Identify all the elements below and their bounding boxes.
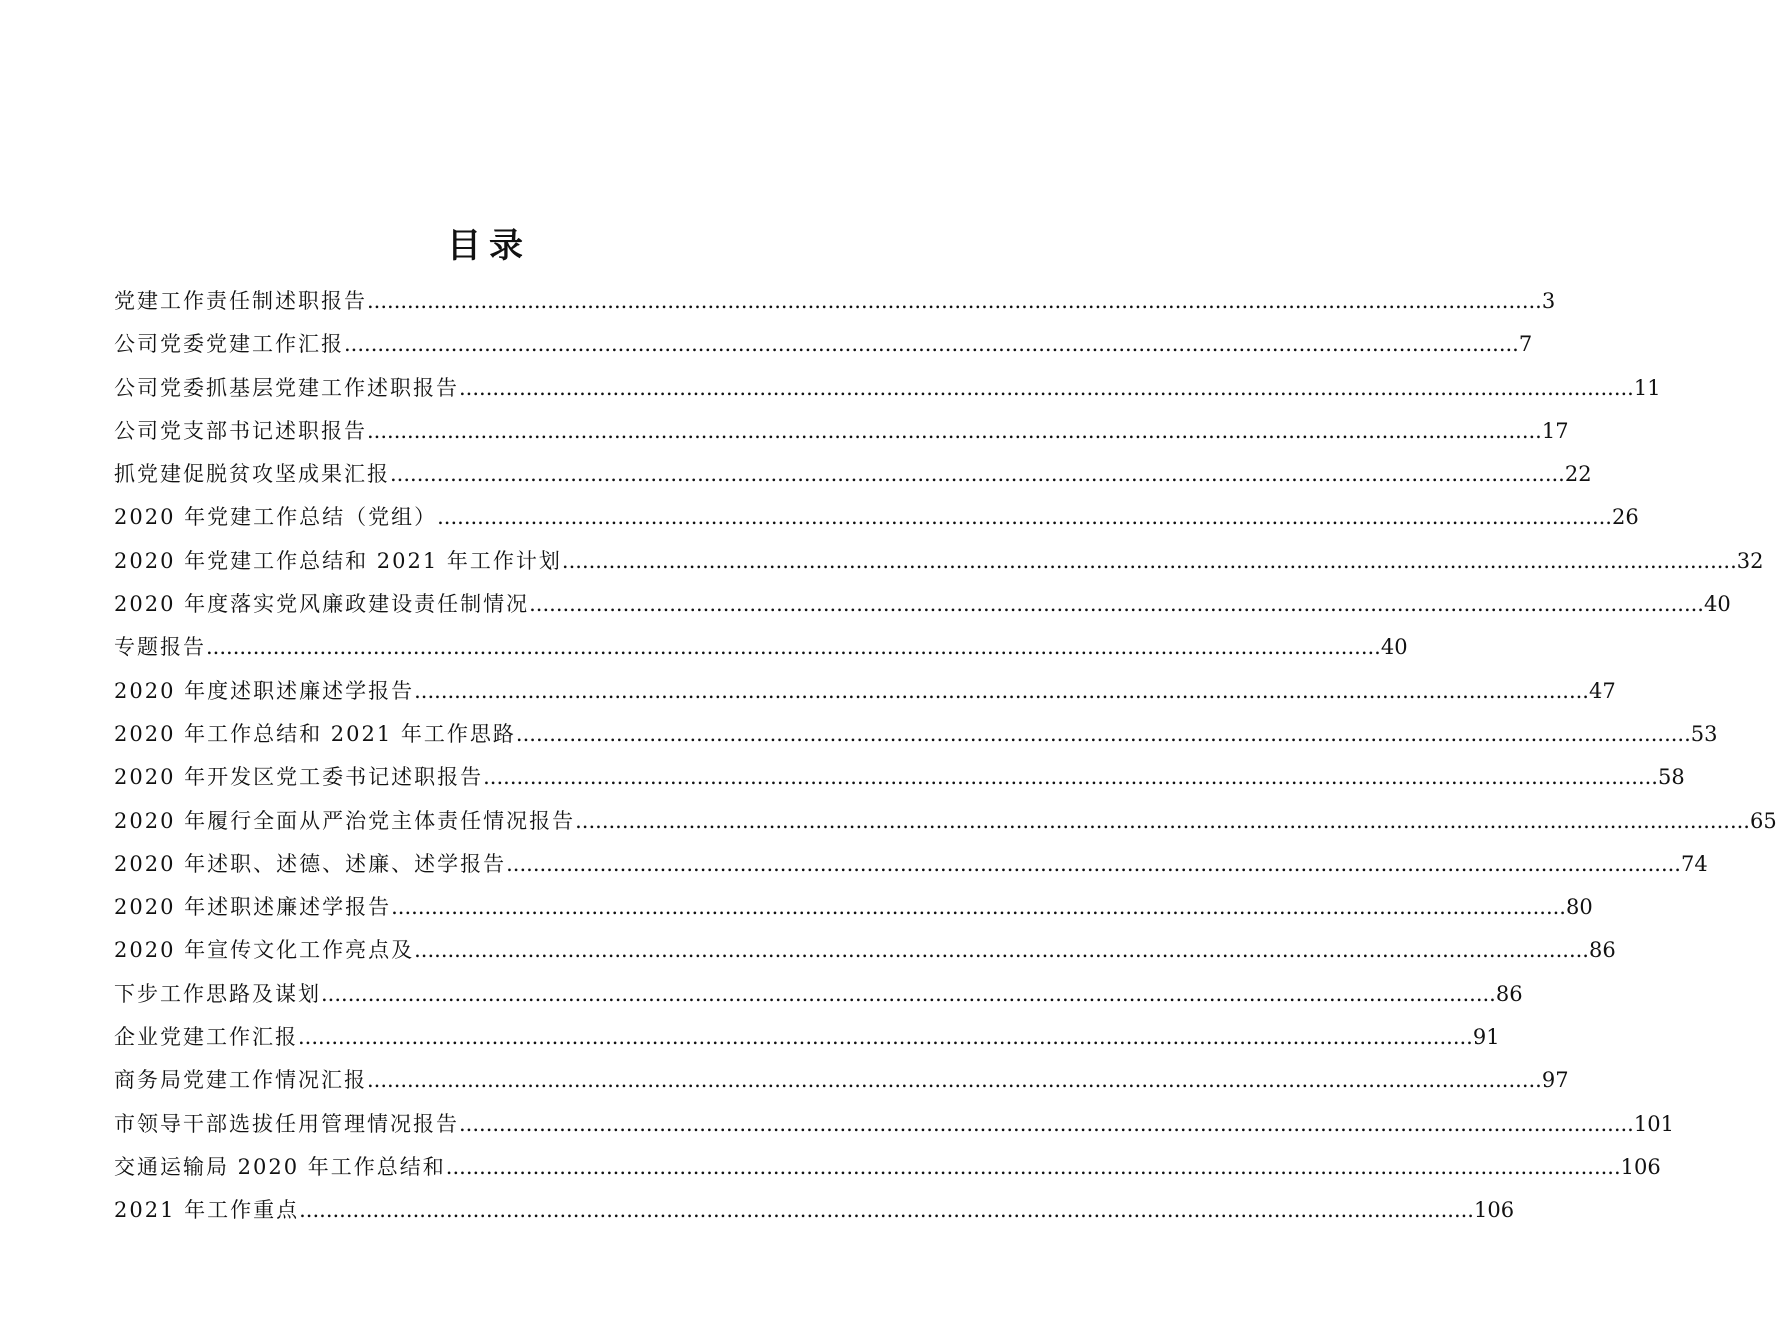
toc-dot-leader: ................................................................................................................................................................................ — [344, 332, 1519, 357]
toc-entry[interactable] — [114, 1146, 1661, 1189]
toc-entry[interactable] — [114, 626, 1408, 669]
toc-dot-leader: ................................................................................................................................................................................ — [299, 1198, 1474, 1223]
toc-page-number: 65 — [1749, 808, 1777, 833]
toc-entry-title: 市领导干部选拔任用管理情况报告 — [114, 1111, 459, 1136]
toc-entry-title: 抓党建促脱贫攻坚成果汇报 — [114, 462, 390, 487]
toc-entry-title: 2020 年党建工作总结（党组） — [114, 505, 438, 530]
toc-dot-leader: ................................................................................................................................................................................ — [506, 851, 1681, 876]
toc-dot-leader: ................................................................................................................................................................................ — [390, 462, 1565, 487]
toc-entry[interactable] — [114, 367, 1661, 410]
toc-page-number: 47 — [1588, 678, 1616, 703]
toc-entry[interactable] — [114, 886, 1593, 929]
toc-dot-leader: ................................................................................................................................................................................ — [483, 765, 1658, 790]
toc-entry[interactable] — [114, 843, 1708, 886]
toc-entry[interactable] — [114, 1103, 1674, 1146]
toc-dot-leader: ................................................................................................................................................................................ — [529, 592, 1704, 617]
toc-entry[interactable] — [114, 410, 1569, 453]
toc-dot-leader: ................................................................................................................................................................................ — [459, 375, 1634, 400]
toc-page-number: 106 — [1620, 1154, 1661, 1179]
toc-page-number: 22 — [1564, 462, 1592, 487]
toc-page-number: 101 — [1633, 1111, 1674, 1136]
toc-dot-leader: ................................................................................................................................................................................ — [391, 895, 1566, 920]
toc-dot-leader: ................................................................................................................................................................................ — [515, 721, 1691, 746]
toc-entry[interactable] — [114, 453, 1592, 496]
toc-page-number: 74 — [1680, 851, 1708, 876]
toc-entry-title: 2020 年工作总结和 2021 年工作思路 — [114, 721, 516, 746]
toc-entry[interactable] — [114, 756, 1685, 799]
toc-entry[interactable] — [114, 929, 1616, 972]
toc-entry-title: 2021 年工作重点 — [114, 1198, 300, 1223]
toc-entry-title: 2020 年开发区党工委书记述职报告 — [114, 765, 484, 790]
toc-page-number: 3 — [1541, 289, 1556, 313]
toc-entry-title: 2020 年述职、述德、述廉、述学报告 — [114, 851, 507, 876]
toc-entry-title: 公司党支部书记述职报告 — [114, 418, 367, 443]
toc-dot-leader: ................................................................................................................................................................................ — [206, 635, 1381, 660]
toc-page-number: 58 — [1657, 765, 1685, 790]
toc-dot-leader: ................................................................................................................................................................................ — [367, 418, 1542, 443]
table-of-contents — [114, 280, 1777, 1233]
toc-page-number: 86 — [1495, 981, 1523, 1006]
toc-entry[interactable] — [114, 713, 1718, 756]
toc-entry-title: 党建工作责任制述职报告 — [114, 289, 367, 313]
toc-entry[interactable] — [114, 1189, 1515, 1232]
toc-dot-leader: ................................................................................................................................................................................ — [414, 938, 1589, 963]
toc-entry-title: 2020 年述职述廉述学报告 — [114, 895, 392, 920]
toc-entry[interactable] — [114, 323, 1533, 366]
toc-page-number: 26 — [1611, 505, 1639, 530]
toc-page-number: 53 — [1690, 721, 1718, 746]
toc-page-number: 80 — [1565, 895, 1593, 920]
toc-page-number: 40 — [1380, 635, 1408, 660]
toc-dot-leader: ................................................................................................................................................................................ — [561, 548, 1737, 573]
toc-entry-title: 交通运输局 2020 年工作总结和 — [114, 1154, 446, 1179]
toc-entry-title: 2020 年党建工作总结和 2021 年工作计划 — [114, 548, 562, 573]
toc-page-number: 7 — [1518, 332, 1533, 357]
toc-dot-leader: ................................................................................................................................................................................ — [445, 1154, 1621, 1179]
toc-dot-leader: ................................................................................................................................................................................ — [367, 1068, 1542, 1093]
toc-entry[interactable] — [114, 1059, 1569, 1102]
toc-dot-leader: ................................................................................................................................................................................ — [414, 678, 1589, 703]
toc-page-number: 32 — [1736, 548, 1764, 573]
toc-entry[interactable] — [114, 540, 1764, 583]
toc-dot-leader: ................................................................................................................................................................................ — [321, 981, 1496, 1006]
toc-entry[interactable] — [114, 280, 1556, 323]
toc-page-number: 17 — [1541, 418, 1569, 443]
toc-entry[interactable] — [114, 583, 1731, 626]
toc-page-number: 11 — [1633, 375, 1661, 400]
toc-entry-title: 2020 年宣传文化工作亮点及 — [114, 938, 415, 963]
toc-page-number: 40 — [1703, 592, 1731, 617]
toc-page-number: 106 — [1473, 1198, 1515, 1223]
toc-entry-title: 下步工作思路及谋划 — [114, 981, 321, 1006]
toc-entry-title: 2020 年度述职述廉述学报告 — [114, 678, 415, 703]
toc-heading: 目录 — [447, 226, 531, 266]
toc-page-number: 86 — [1588, 938, 1616, 963]
toc-entry-title: 2020 年度落实党风廉政建设责任制情况 — [114, 592, 530, 617]
toc-entry[interactable] — [114, 800, 1777, 843]
toc-page-number: 91 — [1472, 1025, 1500, 1050]
toc-entry-title: 企业党建工作汇报 — [114, 1025, 298, 1050]
toc-entry-title: 2020 年履行全面从严治党主体责任情况报告 — [114, 808, 576, 833]
toc-entry-title: 商务局党建工作情况汇报 — [114, 1068, 367, 1093]
toc-dot-leader: ................................................................................................................................................................................ — [367, 289, 1542, 313]
toc-entry[interactable] — [114, 1016, 1500, 1059]
toc-entry[interactable] — [114, 496, 1639, 539]
toc-dot-leader: ................................................................................................................................................................................ — [437, 505, 1612, 530]
toc-entry[interactable] — [114, 670, 1616, 713]
toc-page-number: 97 — [1541, 1068, 1569, 1093]
toc-entry-title: 公司党委抓基层党建工作述职报告 — [114, 375, 459, 400]
toc-dot-leader: ................................................................................................................................................................................ — [298, 1025, 1473, 1050]
toc-entry-title: 公司党委党建工作汇报 — [114, 332, 344, 357]
toc-entry-title: 专题报告 — [114, 635, 206, 660]
toc-entry[interactable] — [114, 973, 1523, 1016]
toc-dot-leader: ................................................................................................................................................................................ — [459, 1111, 1634, 1136]
toc-dot-leader: ................................................................................................................................................................................ — [575, 808, 1750, 833]
